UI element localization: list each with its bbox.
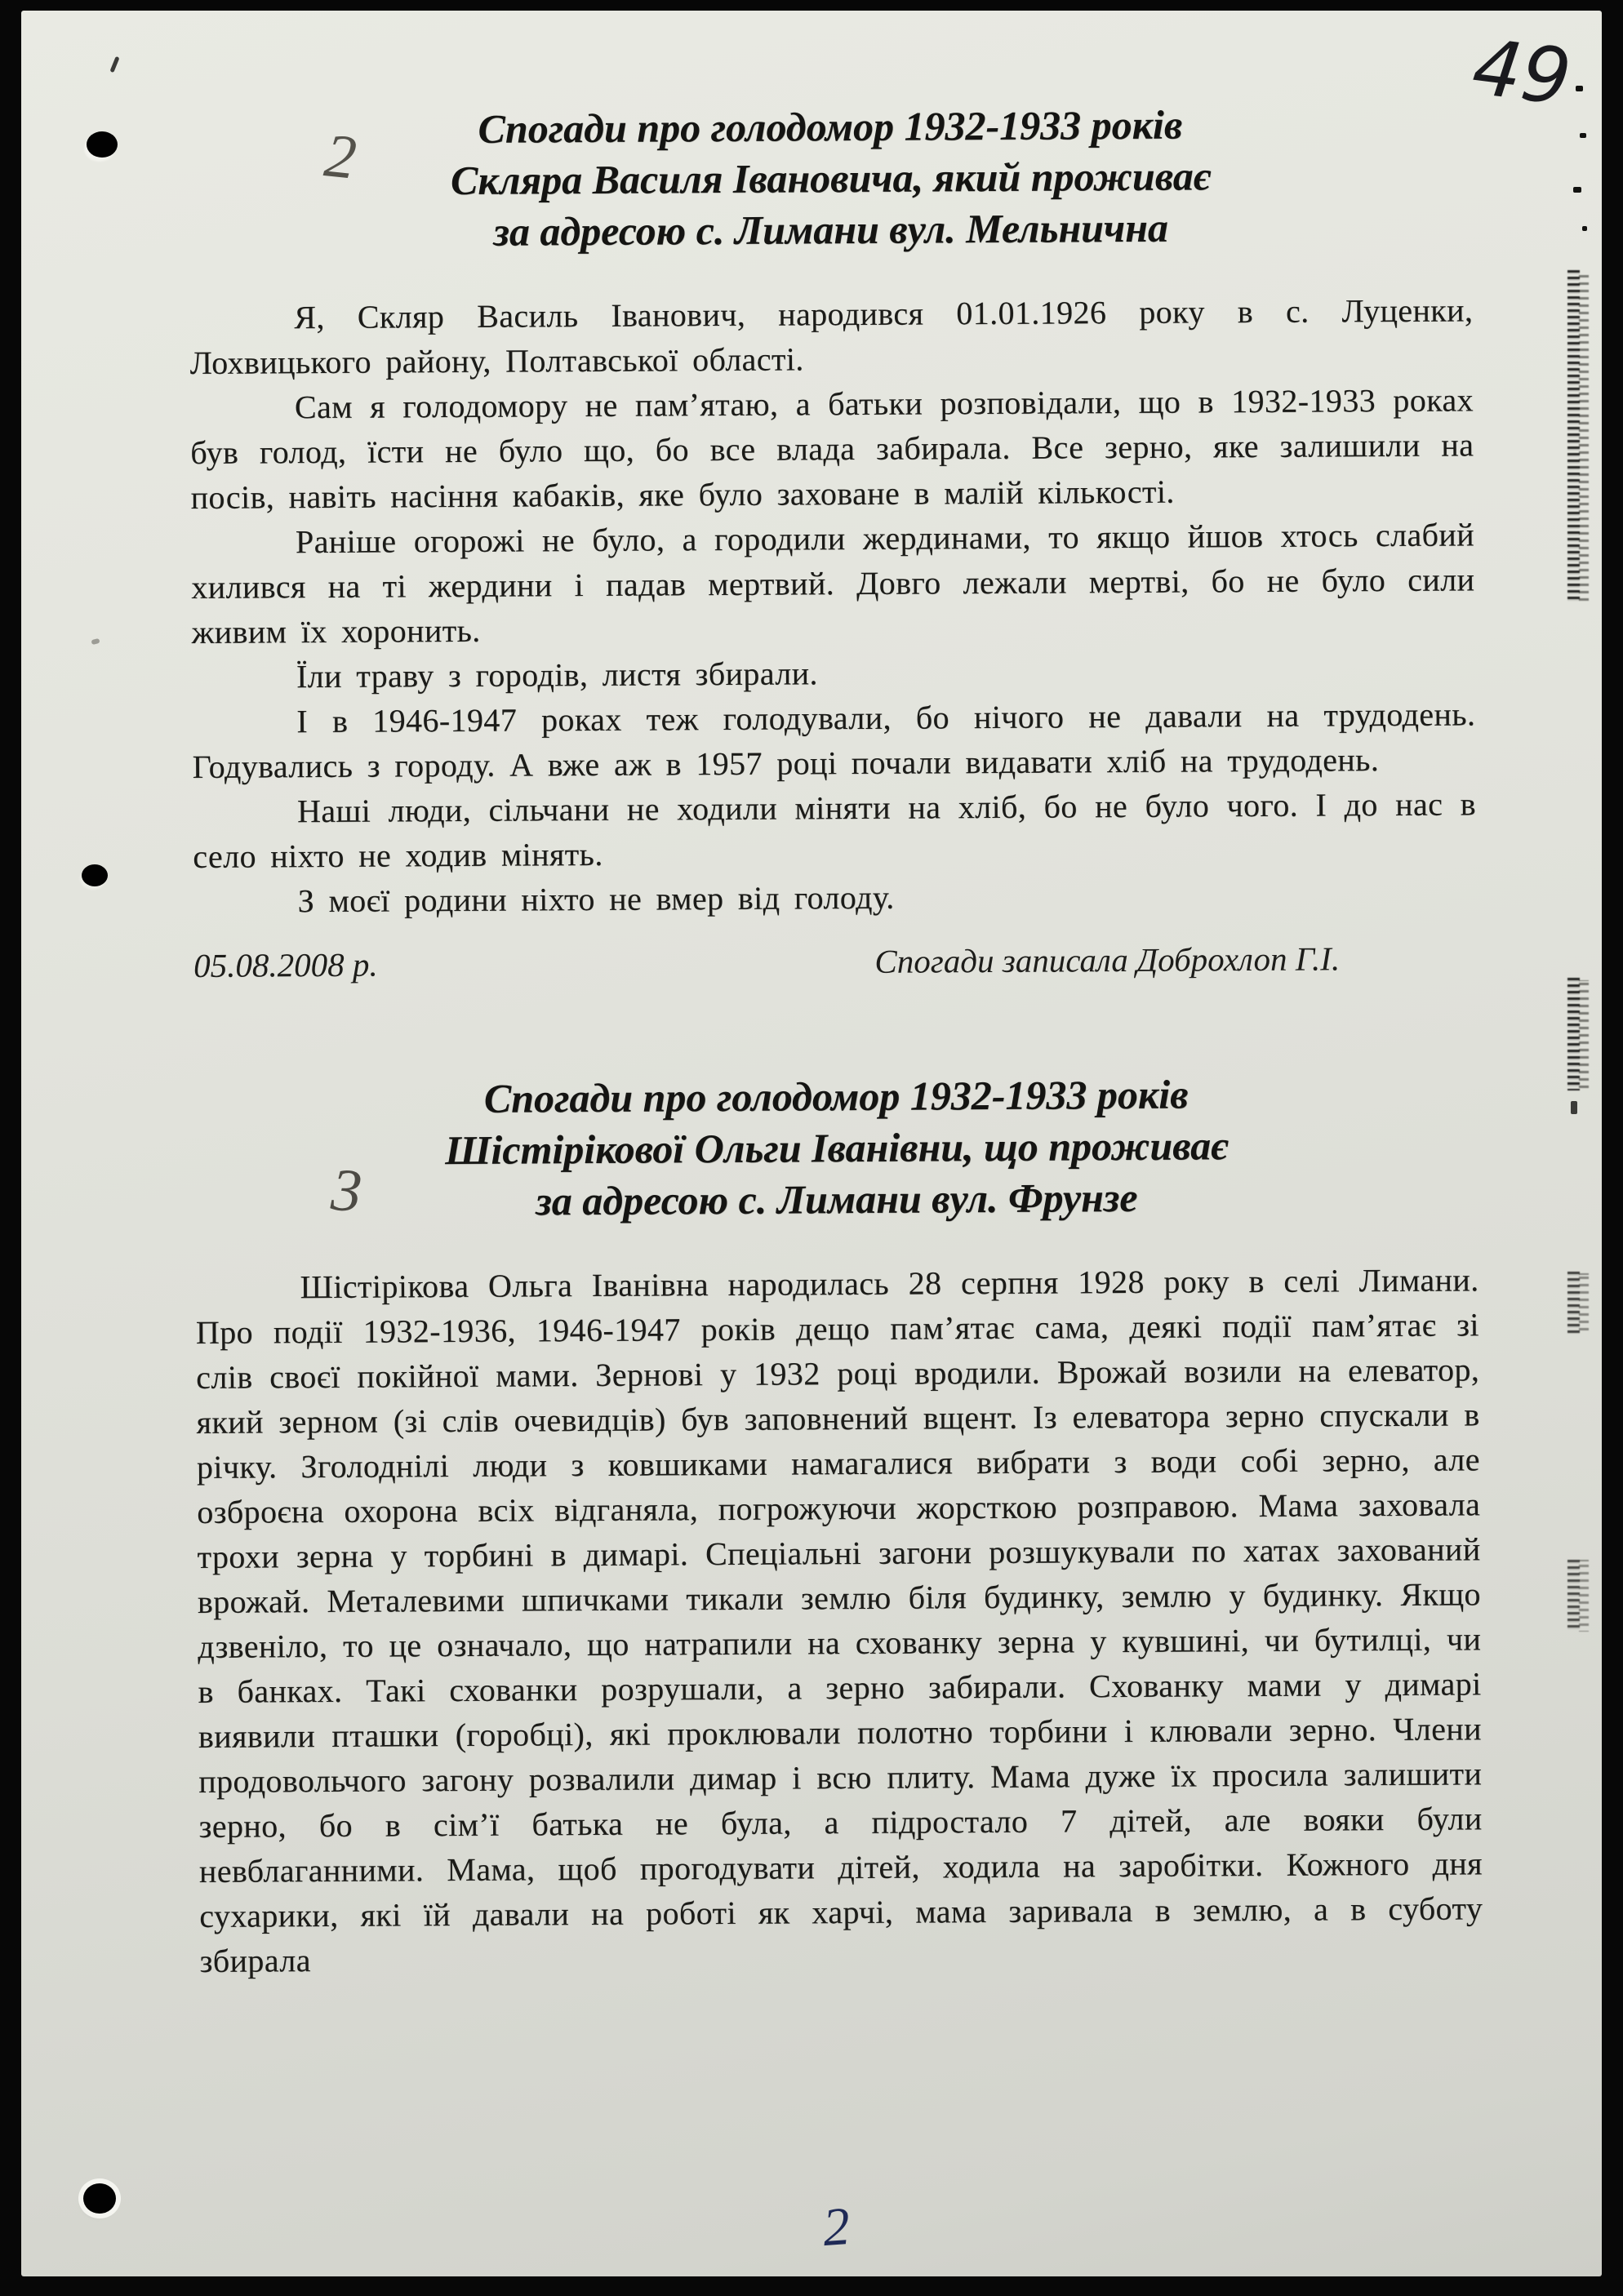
handwritten-item-number-first: 2 [321, 121, 360, 193]
section1-title-line-3: за адресою с. Лимани вул. Мельнична [493, 204, 1169, 255]
recorder-signature: Спогади записала Доброхлоп Г.І. [874, 939, 1341, 980]
section1-title-line-1: Спогади про голодомор 1932-1933 років [478, 101, 1183, 152]
paragraph: Раніше огорожі не було, а городили жердинами, то якщо йшов хтось слабий хилився на ті жердини і падав мертвий. Довго лежали мертві, бо не було сили живим їх хоронить. [191, 516, 1475, 651]
handwritten-item-number-second: 3 [329, 1156, 364, 1226]
edge-speck [1573, 187, 1581, 193]
section1-title [188, 2, 1473, 260]
section2-title-line-2: Шістірікової Ольги Іванівни, що проживає [444, 1122, 1229, 1174]
edge-speck [1582, 226, 1587, 231]
section1-body [189, 287, 1477, 924]
date-signature-row [193, 935, 1477, 988]
ink-smudge [91, 638, 100, 645]
section1-title-line-2: Скляра Василя Івановича, який проживає [450, 153, 1211, 204]
paragraph: Їли траву з городів, листя збирали. [296, 655, 818, 695]
edge-speck [1580, 133, 1586, 138]
archive-page-number: 49 [1467, 23, 1576, 123]
section2-title [194, 1067, 1478, 1229]
paragraph: Шістірікова Ольга Іванівна народилась 28 серпня 1928 року в селі Лимани. Про події 1932-1936, 1946-1947 років дещо пам’ятає сама, деякі події пам’ятає зі слів своєї покійної мами. Зернові у 1932 році вродили. Врожай возили на елеватор, який зерном (зі слів очевидців) був заповнений вщент. Із елеватора зерно спускали в річку. Зголоднілі люди з ковшиками намагалися вибрати з води собі зерно, але озброєна охорона всіх відганяла, погрожуючи жорсткою розправою. Мама заховала трохи зерна у торбині в димарі. Спеціальні загони розшукували по хатах захований врожай. Металевими шпичками тикали землю біля будинку, землю у будинку. Якщо дзвеніло, то це означало, що натрапили на схованку зерна у кувшині, чи бутилці, чи в банках. Такі схованки розрушали, а зерно забирали. Схованку мами у димарі виявили пташки (горобці), які проклювали полотно торбини і клювали зерно. Члени продовольчого загону розвалили димар і всю плиту. Мама дуже їх просила залишити зерно, бо в сім’ї батька не була, а підростало 7 дітей, але вояки були невблаганними. Мама, щоб прогодувати дітей, ходила на заробітки. Кожного дня сухарики, які їй давали на роботі як харчі, мама заривала в землю, а в суботу збирала [195, 1261, 1483, 1979]
hole-punch-bottom [83, 2183, 116, 2214]
paragraph: Я, Скляр Василь Іванович, народився 01.01.1926 року в с. Луценки, Лохвицького району, Полтавської області. [189, 291, 1474, 381]
edge-speck [1576, 86, 1583, 91]
bleedthrough-marks-3 [1567, 1272, 1590, 1334]
hole-punch-top [87, 131, 118, 158]
paragraph: Наші люди, сільчани не ходили міняти на хліб, бо не було чого. І до нас в село ніхто не ходив мінять. [193, 785, 1477, 875]
paragraph: Сам я голодомору не пам’ятаю, а батьки розповідали, що в 1932-1933 роках був голод, їсти не було що, бо все влада забирала. Все зерно, яке залишили на посів, навіть насіння кабаків, яке було заховане в малій кількості. [190, 381, 1474, 516]
bleedthrough-marks-4 [1567, 1560, 1590, 1632]
edge-speck [1571, 1101, 1577, 1114]
paper-sheet [21, 11, 1602, 2276]
section2-title-line-1: Спогади про голодомор 1932-1933 років [483, 1071, 1189, 1121]
pen-tick-mark [109, 56, 119, 73]
section2-title-line-3: за адресою с. Лимани вул. Фрунзе [536, 1174, 1138, 1224]
record-date: 05.08.2008 р. [193, 945, 378, 984]
section2-body [195, 1257, 1483, 1983]
bleedthrough-marks-2 [1567, 978, 1590, 1090]
bleedthrough-marks-1 [1567, 270, 1590, 601]
paragraph: І в 1946-1947 роках теж голодували, бо нічого не давали на трудодень. Годувались з городу. А вже аж в 1957 році почали видавати хліб на трудодень. [192, 695, 1476, 785]
page-number-bottom: 2 [820, 2196, 852, 2258]
hole-punch-middle [82, 864, 108, 886]
document-content [188, 2, 1483, 1983]
paragraph: З моєї родини ніхто не вмер від голоду. [297, 878, 895, 920]
